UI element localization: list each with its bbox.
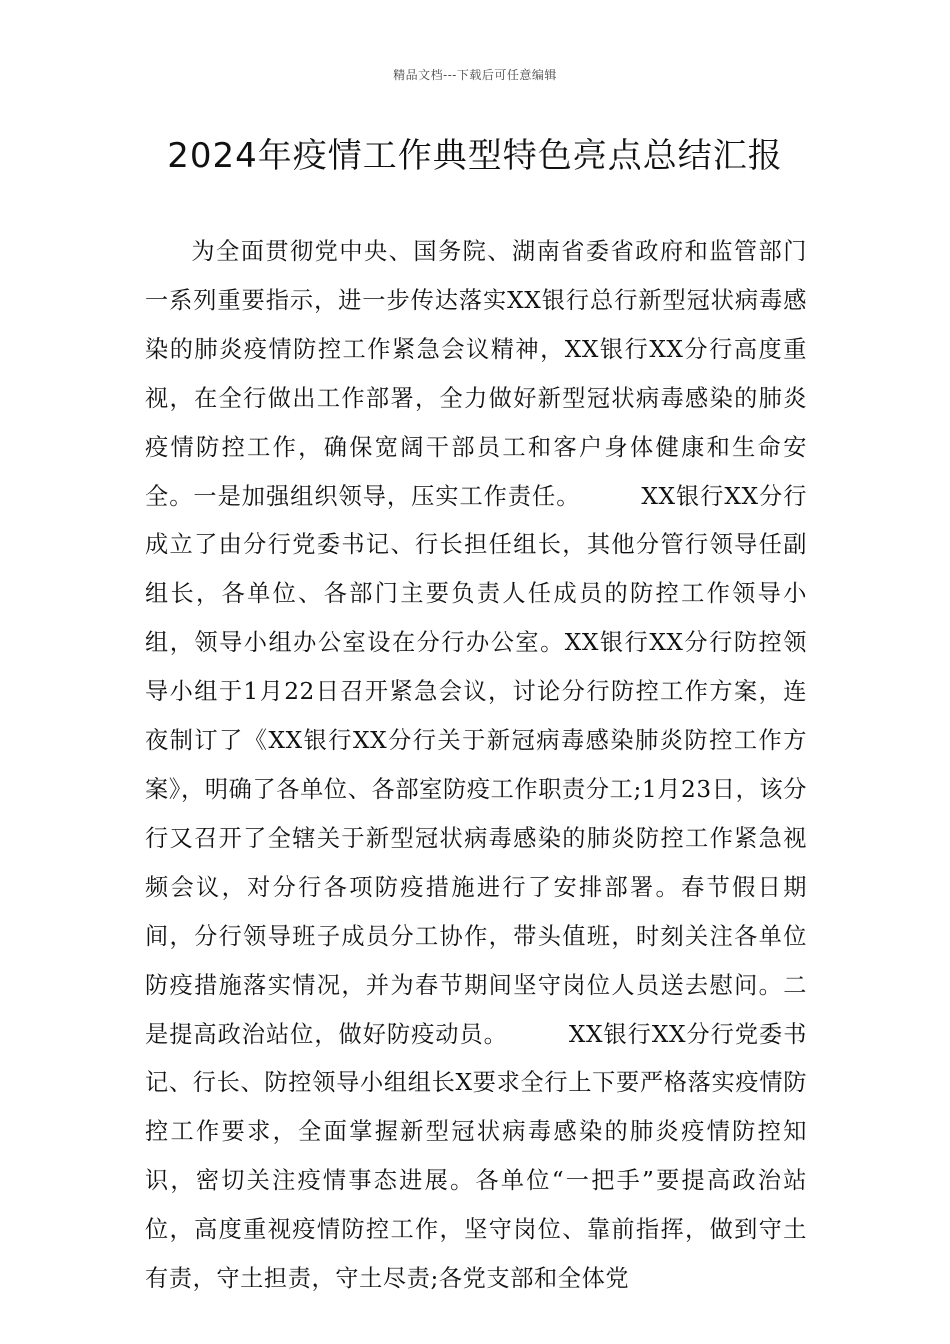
document-body-paragraph: 为全面贯彻党中央、国务院、湖南省委省政府和监管部门一系列重要指示，进一步传达落实XX银行总行新型冠状病毒感染的肺炎疫情防控工作紧急会议精神，XX银行XX分行高度重视，在全行做出工作部署，全力做好新型冠状病毒感染的肺炎疫情防控工作，确保宽阔干部员工和客户身体健康和生命安全。一是加强组织领导，压实工作责任。 XX银行XX分行成立了由分行党委书记、行长担任组长，其他分管行领导任副组长，各单位、各部门主要负责人任成员的防控工作领导小组，领导小组办公室设在分行办公室。XX银行XX分行防控领导小组于1月22日召开紧急会议，讨论分行防控工作方案，连夜制订了《XX银行XX分行关于新冠病毒感染肺炎防控工作方案》，明确了各单位、各部室防疫工作职责分工;1月23日，该分行又召开了全辖关于新型冠状病毒感染的肺炎防控工作紧急视频会议，对分行各项防疫措施进行了安排部署。春节假日期间，分行领导班子成员分工协作，带头值班，时刻关注各单位防疫措施落实情况，并为春节期间坚守岗位人员送去慰问。二是提高政治站位，做好防疫动员。 XX银行XX分行党委书记、行长、防控领导小组组长X要求全行上下要严格落实疫情防控工作要求，全面掌握新型冠状病毒感染的肺炎疫情防控知识，密切关注疫情事态进展。各单位“一把手”要提高政治站位，高度重视疫情防控工作，坚守岗位、靠前指挥，做到守土有责，守土担责，守土尽责;各党支部和全体党 <box>145 238 807 1293</box>
document-title: 2024年疫情工作典型特色亮点总结汇报 <box>167 136 783 176</box>
page-header-watermark: 精品文档---下载后可任意编辑 <box>393 68 557 82</box>
